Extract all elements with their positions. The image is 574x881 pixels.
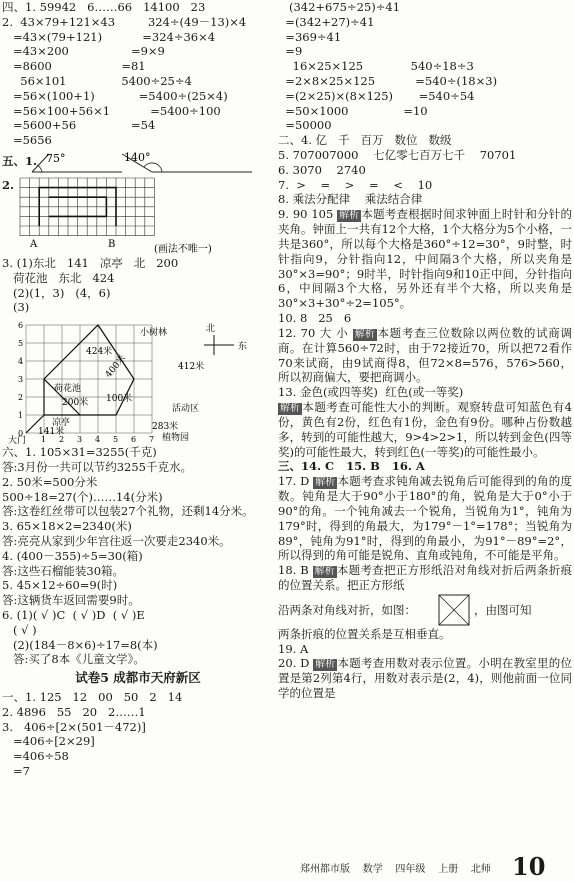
angle-140-label: 140° (124, 150, 151, 164)
answer-ribbon: 答:这卷红丝带可以包装27个礼物，还剩14分米。 (2, 504, 254, 519)
text-line: =50000 (278, 118, 332, 133)
map-y-tick: 6 (18, 321, 24, 331)
text-line: 一、1. 125 12 00 50 2 14 (2, 689, 183, 704)
text-line: 3. (1)东北 141 凉亭 北 200 (2, 255, 179, 270)
text-line: 16×25×125 540÷18÷3 (278, 59, 474, 74)
test-title: 试卷5 成都市天府新区 (75, 670, 201, 686)
text-line: ( √ ) (2, 622, 37, 637)
text-line: =(342+27)÷41 (278, 14, 375, 29)
text-line: 答:这些石榴能装30箱。 (2, 563, 125, 578)
map-y-tick: 5 (18, 339, 24, 349)
text-line: =406÷58 (2, 749, 69, 764)
text-line: 6. (1)( √ )C ( √ )D ( √ )E (2, 607, 145, 622)
text-line: 3. 406÷[2×(501－472)] (2, 719, 146, 734)
map-y-tick: 2 (18, 393, 24, 403)
q12-analysis: 本题考查三位数除以两位数的试商调商。在计算560÷72时，由于72接近70，所以把72看作70来试商，由9试商得8，但72×8=576，576>560，所以初商偏大，要把商调小。 (278, 325, 573, 385)
map-activity-label: 活动区 (172, 404, 200, 415)
compass-east-label: 东 (238, 342, 248, 353)
grid-point-a: A (30, 238, 38, 250)
text-line: =56×(100+1) =5400÷(25×4) (2, 88, 228, 103)
text-line: =369÷41 (278, 29, 342, 44)
q20-analysis: 本题考查用数对表示位置。小明在教室里的位置是第2列第4行，用数对表示是(2，4)，则他前面一位同学的位置是 (278, 656, 572, 701)
q12-analysis-tag: 解析 (354, 328, 375, 340)
map-distance-141: 141米 (38, 427, 65, 438)
map-x-tick: 5 (113, 435, 119, 445)
text-line: 荷花池 东北 424 (2, 270, 115, 285)
text-line: 4. (400－355)÷5=30(箱) (2, 548, 143, 563)
text-line: 2. 43×79+121×43 324÷(49－13)×4 (2, 14, 247, 29)
grid-figure (2, 176, 274, 256)
map-distance-424: 424米 (86, 347, 113, 358)
grid-drawing (2, 176, 274, 256)
map-y-tick: 1 (18, 411, 24, 421)
q9-answer: 9. 90 105 (278, 207, 338, 222)
section-6-answers (2, 445, 274, 504)
map-distance-400: 400米 (103, 353, 129, 381)
section-5-label: 五、1. (2, 153, 38, 168)
q13-analysis: 本题考查可能性大小的判断。观察转盘可知蓝色有4份，黄色有2份，红色有1份，金色有9份。哪种占份数越多，转到的可能性越大，9>4>2>1，所以转到金色(四等奖)的可能性最大，转到红色(一等奖)的可能性最小。 (278, 399, 572, 459)
map-y-tick: 0 (18, 429, 24, 439)
question-3-answers (2, 256, 274, 315)
map-y-tick: 4 (18, 357, 24, 367)
text-line: (2)(184－8×6)÷17=8(本) (2, 637, 158, 652)
angle-figure (2, 148, 274, 176)
q18-analysis-tag: 解析 (314, 566, 335, 578)
q18-figure-line (278, 593, 572, 627)
text-line: (342+675÷25)÷41 (278, 0, 401, 14)
grid-point-b: B (108, 238, 116, 250)
text-line: =5600+56 =54 (2, 118, 156, 133)
text-line: 答:买了8本《儿童文学》。 (2, 652, 145, 667)
text-line: 二、4. 亿 千 百万 数位 数级 (278, 133, 452, 148)
map-grove-label: 小树林 (140, 328, 168, 339)
page-number: 10 (512, 852, 546, 881)
map-distance-283: 283米 (152, 422, 179, 433)
text-line: =43×200 =9×9 (2, 44, 165, 59)
q17-answer: 17. D (278, 474, 314, 489)
question-19: 19. A (278, 641, 309, 656)
text-line: (2)(1，3) (4，6) (2, 285, 111, 300)
q18-line2b: ，由图可知 (474, 602, 532, 617)
left-column (2, 0, 274, 779)
text-line: 6. 3070 2740 (278, 162, 366, 177)
text-line: 5. 707007000 七亿零七百万七千 70701 (278, 147, 517, 162)
q20-answer: 20. D (278, 656, 314, 671)
angle-drawing (2, 148, 274, 176)
map-x-tick: 6 (131, 435, 137, 445)
map-gate-label: 大门 (8, 436, 27, 446)
text-line: 四、1. 59942 6……66 14100 23 (2, 0, 206, 14)
q17-analysis-tag: 解析 (315, 477, 336, 489)
text-line: 3. 65×18×2=2340(米) (2, 519, 132, 534)
q9-analysis: 本题考查根据时间求钟面上时针和分针的夹角。钟面上一共有12个大格，1个大格分为5个小格，一共是360°，所以每个大格是360°÷12=30°，9时整，时针指向9，分针指向12，中间隔3个大格，所以夹角是30°×3=90°；9时半，时针指向9和10正中间，分针指向6，中间隔3个大格，另外还有半个大格，所以夹角是30°×3+30°÷2=105°。 (278, 207, 573, 311)
test-5-answers (2, 690, 274, 779)
folded-square-figure (438, 594, 470, 626)
map-x-tick: 2 (59, 435, 65, 445)
grid-note: (画法不唯一) (154, 243, 212, 255)
map-garden-label: 植物园 (162, 433, 190, 444)
calc-answers-section-4 (2, 0, 274, 148)
text-line: =5656 (2, 133, 52, 148)
section-3-answers: 三、14. C 15. B 16. A (278, 459, 425, 474)
question-18 (278, 563, 572, 593)
text-line: =9 (278, 44, 303, 59)
text-line: 500÷18=27(个)……14(分米) (2, 489, 163, 504)
q18-line2a: 沿两条对角线对折，如图： (278, 602, 416, 617)
answer-distance: 答:亮亮从家到少年宫往返一次要走2340米。 (2, 533, 231, 548)
map-x-tick: 1 (41, 435, 47, 445)
question-12 (278, 326, 572, 385)
question-17 (278, 474, 572, 563)
q12-answer: 12. 70 大 小 (278, 325, 353, 340)
text-line: =2×8×25×125 =540÷(18×3) (278, 73, 498, 88)
text-line: =43×(79+121) =324÷36×4 (2, 29, 216, 44)
text-line: =406÷[2×29] (2, 734, 95, 749)
text-line: 56×101 5400÷25÷4 (2, 73, 192, 88)
calc-and-fill-answers (278, 0, 572, 207)
text-line: (3) (2, 300, 30, 315)
text-line: =50×1000 =10 (278, 103, 428, 118)
section-6-more-answers (2, 549, 274, 667)
map-figure (2, 315, 274, 445)
q9-analysis-tag: 解析 (339, 210, 360, 222)
map-x-tick: 4 (95, 435, 101, 445)
q18-analysis: 本题考查把正方形纸沿对角线对折后两条折痕的位置关系。把正方形纸 (278, 563, 572, 593)
text-line: 2. 4896 55 20 2……1 (2, 704, 146, 719)
question-3-distance (2, 519, 274, 534)
angle-75-label: 75° (46, 151, 66, 165)
text-line: 8. 乘法分配律 乘法结合律 (278, 192, 423, 207)
map-distance-412: 412米 (178, 362, 205, 373)
map-pavilion-label: 凉亭 (52, 418, 71, 429)
text-line: =56×100+56×1 =5400÷100 (2, 103, 221, 118)
q18-line3: 两条折痕的位置关系是互相垂直。 (278, 626, 451, 641)
text-line: =(2×25)×(8×125) =540÷54 (278, 88, 475, 103)
map-distance-100: 100米 (106, 394, 133, 405)
q18-answer: 18. B (278, 563, 313, 578)
text-line: 六、1. 105×31=3255(千克) (2, 445, 157, 460)
text-line: =8600 =81 (2, 59, 146, 74)
q17-analysis: 本题考查求钝角减去锐角后可能得到的角的度数。钝角是大于90°小于180°的角，锐角是大于0°小于90°的角。一个钝角减去一个锐角，当锐角为1°，钝角为179°时，得到的角最大，为179°－1°=178°；当锐角为89°，钝角为91°时，得到的角最小，为91°－89°=2°，所以得到的角可能是锐角、直角或钝角，不可能是平角。 (278, 474, 572, 563)
map-y-tick: 3 (18, 375, 24, 385)
question-10: 10. 8 25 6 (278, 310, 352, 325)
question-13-answer: 13. 金色(或四等奖) 红色(或一等奖) (278, 385, 464, 400)
compass-north-label: 北 (206, 324, 216, 335)
question-20 (278, 656, 572, 701)
footer-text: 郑州都市版 数学 四年级 上册 北师 (300, 864, 491, 875)
text-line: 5. 45×12÷60=9(时) (2, 578, 118, 593)
page-footer (0, 852, 574, 881)
question-9 (278, 207, 572, 311)
question-13 (278, 400, 572, 459)
q20-analysis-tag: 解析 (315, 659, 336, 671)
map-pond-label: 荷花池 (54, 384, 82, 395)
text-line: =7 (2, 763, 30, 778)
text-line: 7. > = > = < 10 (278, 177, 433, 192)
park-map (2, 315, 274, 445)
question-2-label: 2. (2, 177, 15, 192)
compass-icon (204, 335, 234, 355)
map-x-tick: 3 (77, 435, 83, 445)
map-distance-200: 200米 (62, 398, 89, 409)
text-line: 2. 50米=500分米 (2, 474, 98, 489)
q13-analysis-tag: 解析 (280, 402, 300, 414)
text-line: 答:这辆货车返回需要9时。 (2, 593, 140, 608)
map-x-tick: 7 (149, 435, 155, 445)
text-line: 答:3月份一共可以节约3255千克水。 (2, 459, 192, 474)
right-column (278, 0, 572, 701)
